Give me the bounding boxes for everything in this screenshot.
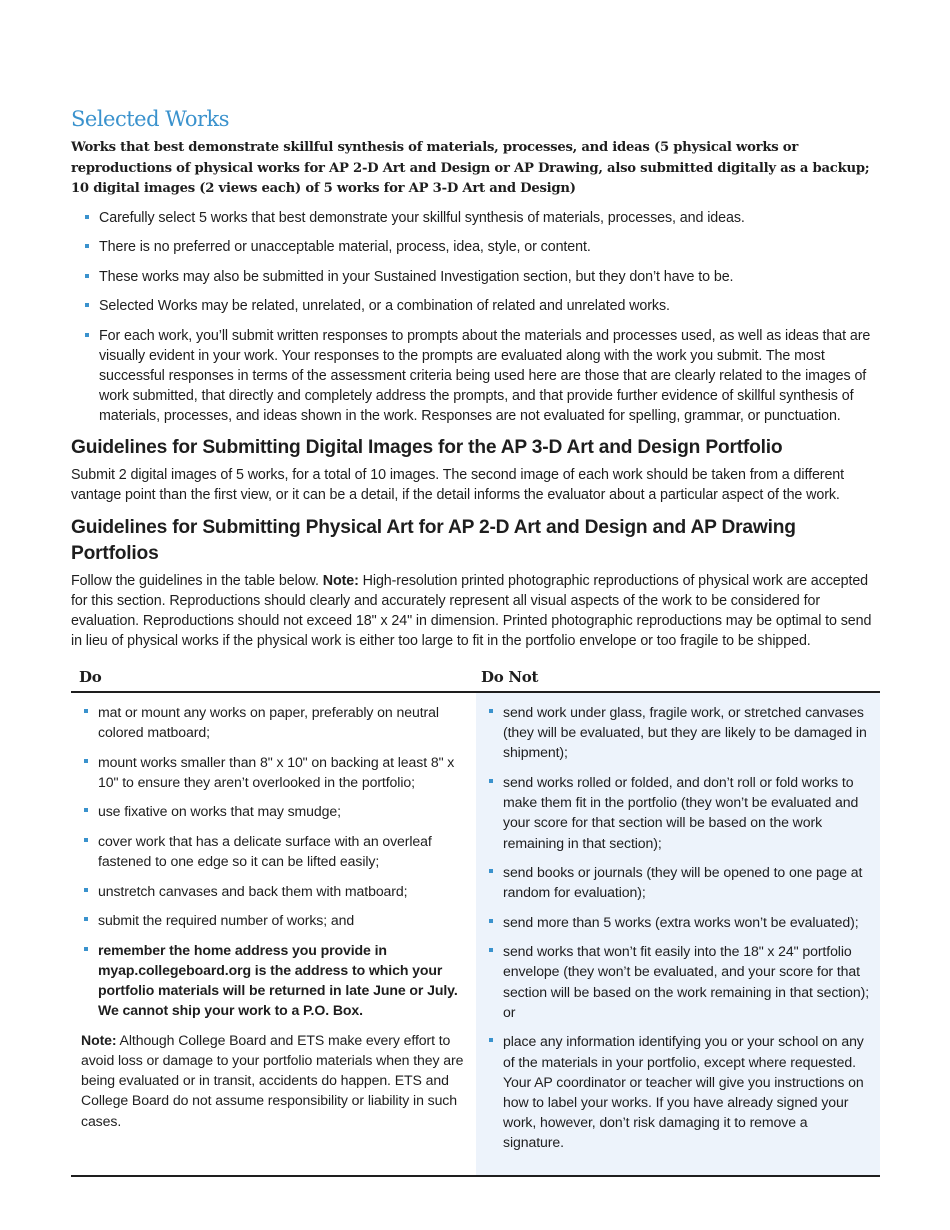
liability-note-text: Although College Board and ETS make every effort to avoid loss or damage to your portfolio materials when they are being evaluated or in transit, accidents do happen. ETS and College Board do not assume responsibility or liability in such cases. [81,1031,464,1129]
square-bullet-icon [489,948,493,952]
do-not-item-text: place any information identifying you or your school on any of the materials in your portfolio, except where requested. Your AP coordinator or teacher will give you instructions on how to label your works. If you have already signed your work, however, don’t risk damaging it to remove a signature. [503,1033,864,1151]
selected-works-list [71,208,881,426]
square-bullet-icon [489,1038,493,1042]
do-not-item [503,772,870,853]
do-not-list [476,702,870,1153]
document-page [71,104,881,661]
list-item-text: There is no preferred or unacceptable material, process, idea, style, or content. [99,239,591,255]
physical-guidelines-heading: Guidelines for Submitting Physical Art for AP 2-D Art and Design and AP Drawing Portfolios [71,517,796,564]
square-bullet-icon [84,917,88,921]
square-bullet-icon [85,333,89,337]
square-bullet-icon [84,808,88,812]
square-bullet-icon [84,888,88,892]
list-item [99,326,881,426]
list-item-text: Selected Works may be related, unrelated, or a combination of related and unrelated works. [99,298,670,314]
physical-guidelines-text [71,571,881,651]
table-body [71,693,880,1177]
square-bullet-icon [489,919,493,923]
list-item [99,267,881,287]
do-item [98,752,466,792]
do-not-column [476,693,880,1175]
digital-guidelines-heading: Guidelines for Submitting Digital Images for the AP 3-D Art and Design Portfolio [71,437,783,458]
do-item [98,702,466,742]
do-donot-table [71,664,880,1177]
list-item-text: These works may also be submitted in your Sustained Investigation section, but they don’t have to be. [99,268,734,285]
do-not-item [503,702,870,763]
do-item-text: unstretch canvases and back them with matboard; [98,882,408,899]
do-item [98,801,466,821]
do-not-item-text: send books or journals (they will be opened to one page at random for evaluation); [503,864,863,901]
square-bullet-icon [85,303,89,307]
square-bullet-icon [84,709,88,713]
do-not-item [503,1031,870,1152]
section-lead: Works that best demonstrate skillful synthesis of materials, processes, and ideas (5 physical works or reproductions of physical works for AP 2-D Art and Design or AP Drawing, also submitted digitally as a backup; 10 digital images (2 views each) of 5 works for AP 3-D Art and Design) [71,140,870,196]
do-not-item-text: send more than 5 works (extra works won’t be evaluated); [503,913,859,930]
do-list [71,702,466,1020]
table-header [71,664,880,693]
do-item [98,910,466,930]
do-not-item-text: send work under glass, fragile work, or stretched canvases (they will be evaluated, but they are likely to be damaged in shipment); [503,704,867,761]
section-title: Selected Works [71,107,230,131]
square-bullet-icon [85,274,89,278]
square-bullet-icon [84,947,88,951]
do-not-item-text: send works rolled or folded, and don’t roll or fold works to make them fit in the portfolio (they won’t be evaluated and your score for that section will be based on the work remaining in that section); [503,773,859,851]
do-not-item-text: send works that won’t fit easily into the 18" x 24" portfolio envelope (they won’t be evaluated, and your score for that section will be based on the work remaining in that section); or [503,943,870,1020]
list-item-text: For each work, you’ll submit written responses to prompts about the materials and processes used, as well as ideas that are visually evident in your work. Your responses to the prompts are evaluated along with the work you submit. The most successful responses in terms of the assessment criteria being used here are those that are clearly related to the images of work submitted, that directly and completely address the prompts, and that provide further evidence of skillful synthesis of materials, processes, and ideas shown in the work. Responses are not evaluated for spelling, grammar, or punctuation. [99,327,871,424]
do-not-item [503,862,870,902]
square-bullet-icon [489,869,493,873]
square-bullet-icon [489,709,493,713]
square-bullet-icon [84,838,88,842]
column-header-do-not: Do Not [481,668,539,686]
list-item-text: Carefully select 5 works that best demonstrate your skillful synthesis of materials, processes, and ideas. [99,209,745,226]
list-item [99,208,881,228]
square-bullet-icon [85,215,89,219]
do-not-item [503,912,870,932]
note-label: Note: [322,573,359,589]
liability-note [71,1030,466,1131]
do-column [71,693,476,1175]
do-item-text: cover work that has a delicate surface with an overleaf fastened to one edge so it can be lifted easily; [98,832,432,870]
do-item-text: use fixative on works that may smudge; [98,803,341,820]
list-item [99,237,881,257]
note-label: Note: [81,1031,117,1048]
square-bullet-icon [84,759,88,763]
do-not-item [503,941,870,1022]
do-item [98,881,466,901]
do-item-text: remember the home address you provide in myap.collegeboard.org is the address to which your portfolio materials will be returned in late June or July. We cannot ship your work to a P.O. Box. [98,941,458,1019]
physical-guidelines-intro: Follow the guidelines in the table below. [71,573,323,589]
do-item-text: mount works smaller than 8" x 10" on backing at least 8" x 10" to ensure they aren’t overlooked in the portfolio; [98,753,455,790]
list-item [99,296,881,316]
digital-guidelines-text: Submit 2 digital images of 5 works, for a total of 10 images. The second image of each work should be taken from a different vantage point than the first view, or it can be a detail, if the detail informs the evaluator about a particular aspect of the work. [71,467,845,503]
physical-guidelines-note-text: High-resolution printed photographic reproductions of physical work are accepted for this section. Reproductions should clearly and accurately represent all visual aspects of the work to be considered for evaluation. Reproductions should not exceed 18" x 24" in dimension. Printed photographic reproductions may be optimal to send in lieu of physical works if the physical work is either too large to fit in the portfolio envelope or too fragile to be shipped. [71,573,872,649]
do-item [98,831,466,871]
square-bullet-icon [85,244,89,248]
do-item-important [98,940,466,1021]
do-item-text: mat or mount any works on paper, preferably on neutral colored matboard; [98,704,439,741]
square-bullet-icon [489,779,493,783]
do-item-text: submit the required number of works; and [98,912,355,929]
column-header-do: Do [79,668,102,686]
